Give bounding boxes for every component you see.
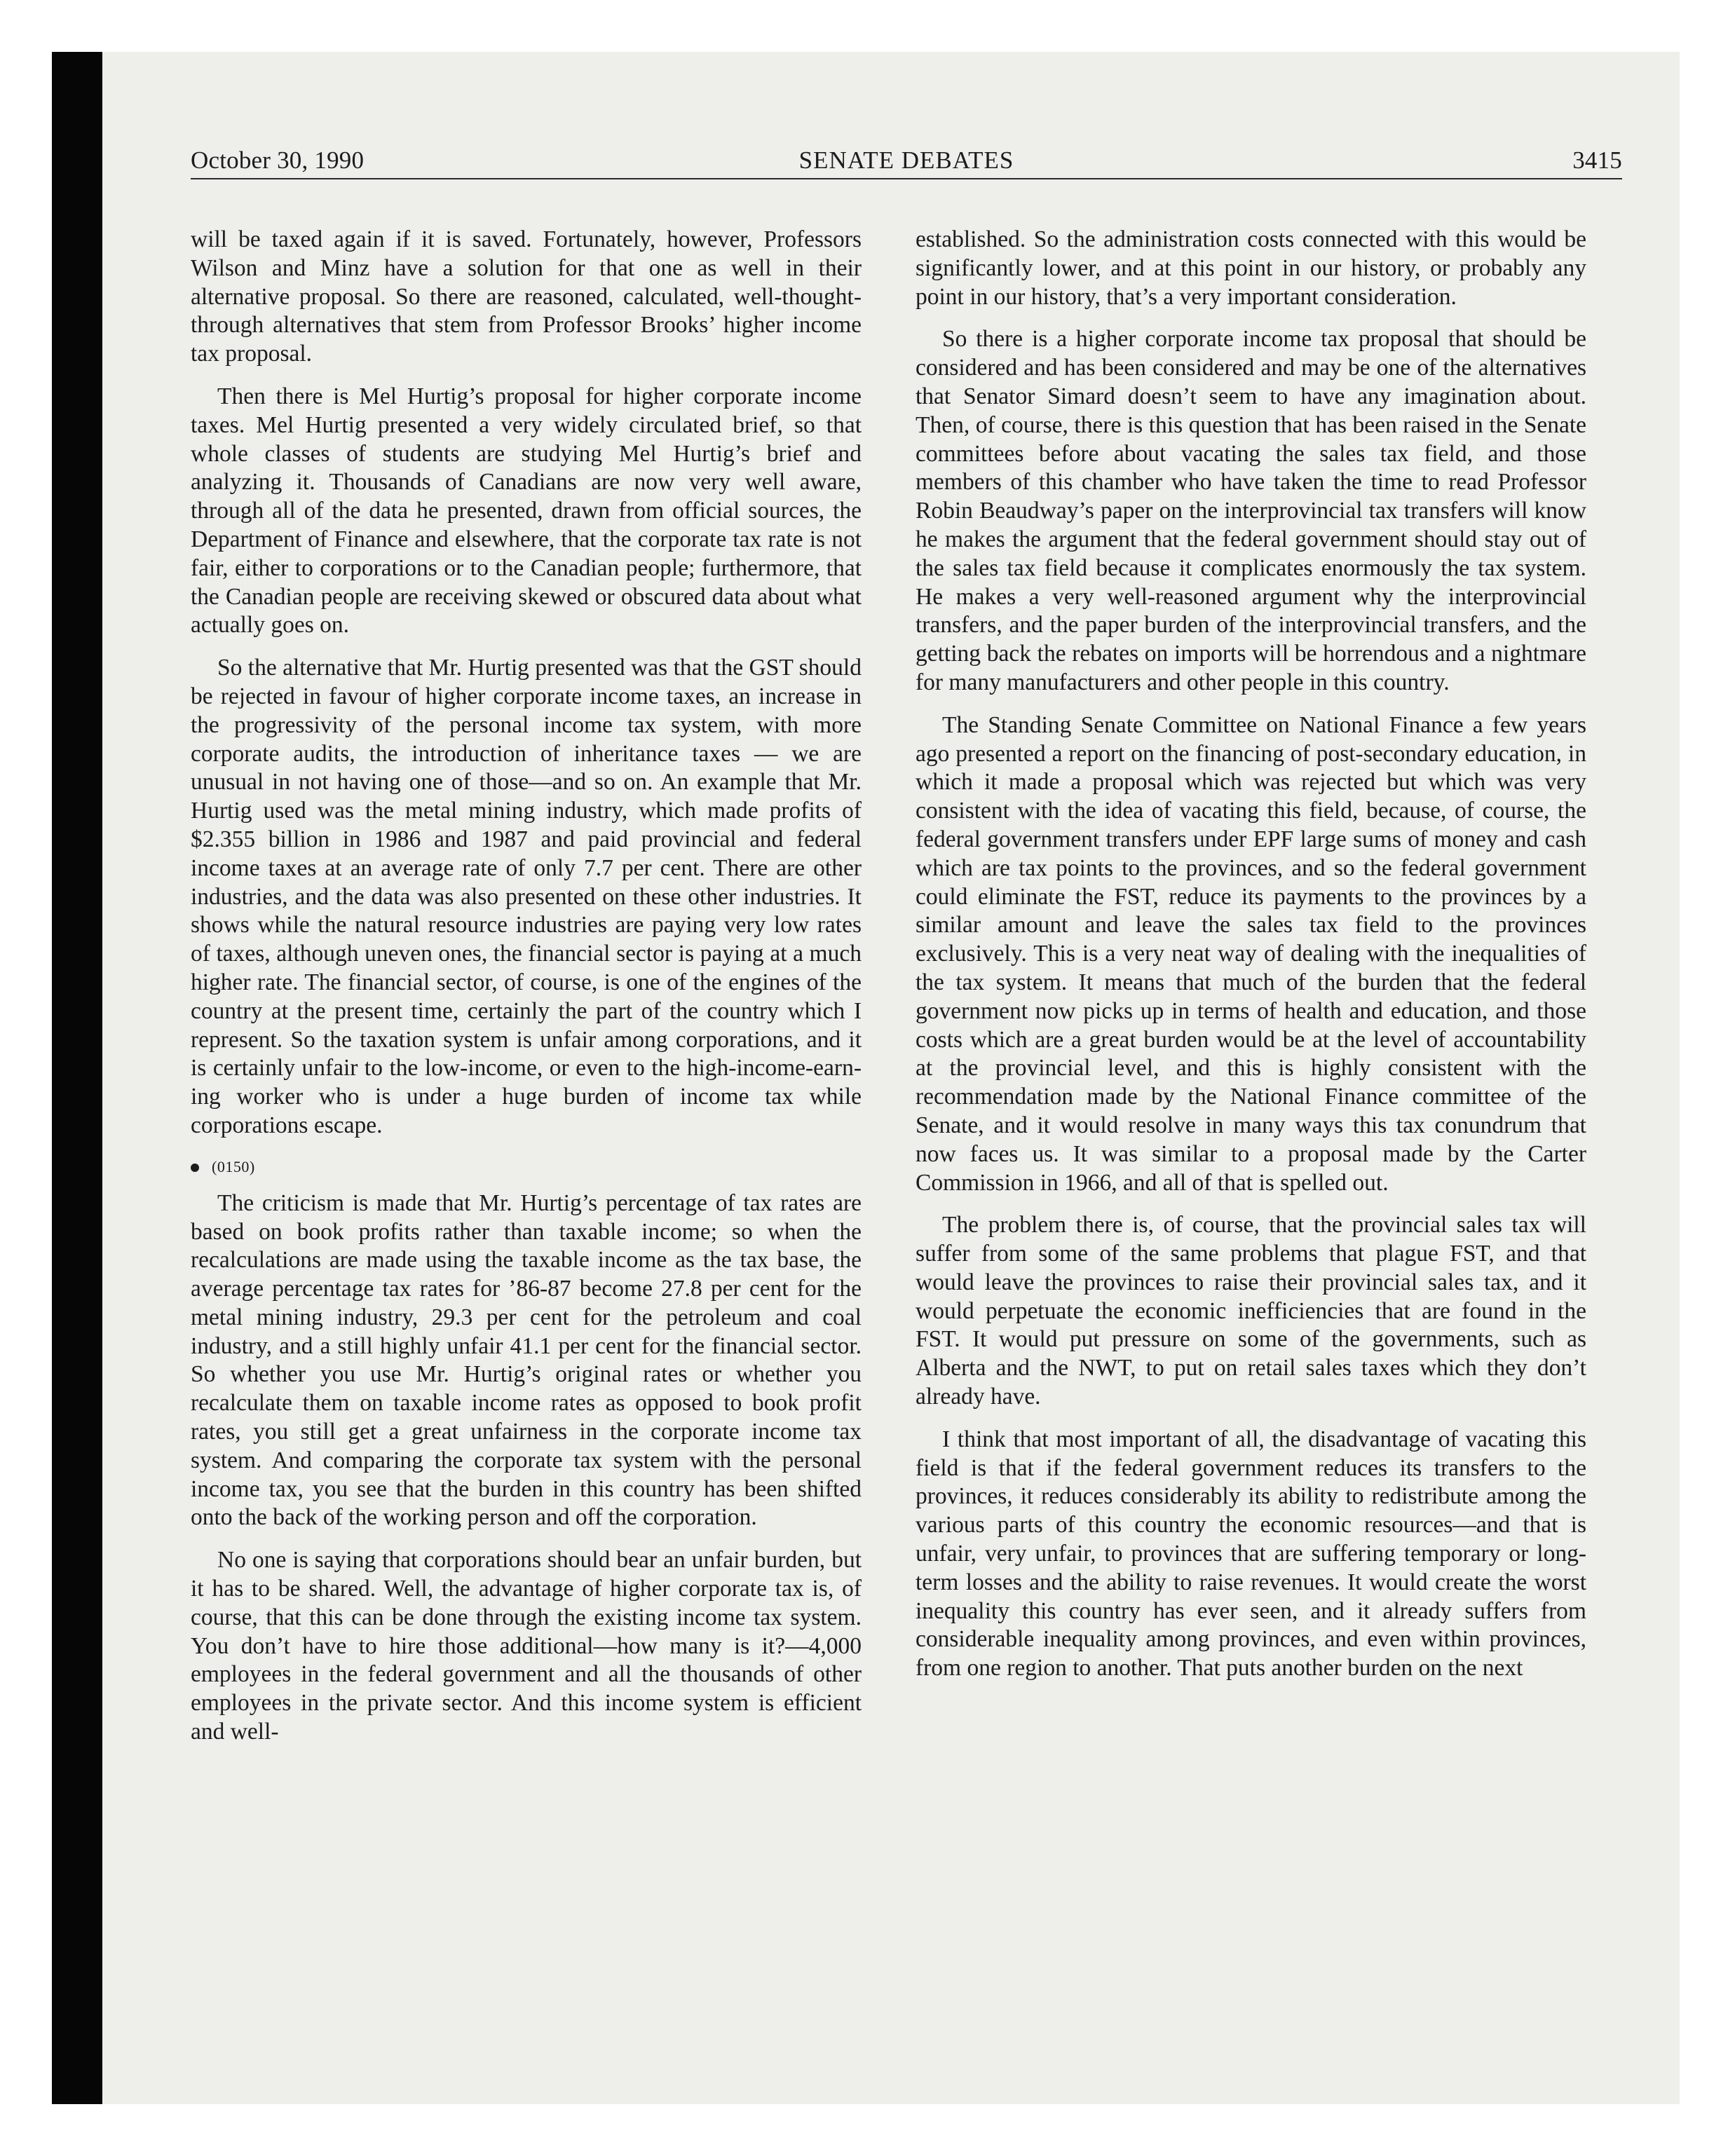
paragraph: will be taxed again if it is saved. Fortunately, however, Professors Wilson and Minz have a solution for that one as well in their alternative proposal. So there are reasoned, calculated, well-thought-through alternatives that stem from Professor Brooks’ higher income tax proposal. <box>191 226 862 367</box>
scan-binding-edge <box>52 52 102 2104</box>
paragraph: I think that most important of all, the disadvantage of vacating this field is that if the federal government reduces its transfers to the provinces, it reduces considerably its ability to redistribute among the various parts of this country the economic resources—and that is unfair, very unfair, to provinces that are suffering temporary or long-term losses and the ability to raise revenues. It would create the worst inequality this country has ever seen, and it already suffers from considerable inequality among provinces, and even within provinces, from one region to another. That puts another burden on the next <box>916 1426 1586 1681</box>
bullet-icon <box>191 1164 199 1172</box>
paragraph: established. So the administration costs connected with this would be significantly lower, and at this point in our history, or probably any point in our history, that’s a very important consideration. <box>916 226 1586 310</box>
time-marker <box>191 1154 862 1181</box>
paragraph: So there is a higher corporate income tax proposal that should be considered and has been considered and may be one of the alternatives that Senator Simard doesn’t seem to have any imagination about. Then, of course, there is this question that has been raised in the Senate committees before about vacating the sales tax field, and those members of this chamber who have taken the time to read Professor Robin Beaudway’s paper on the interprovincial tax transfers will know he makes the argument that the federal government should stay out of the sales tax field because it complicates enormously the tax system. He makes a very well-reasoned argument why the interprovincial transfers, and the paper burden of the interprovincial transfers, and the getting back the rebates on imports will be horrendous and a nightmare for many manufacturers and other people in this country. <box>916 326 1586 695</box>
paragraph: The Standing Senate Committee on National Finance a few years ago presented a report on the financing of post-secondary education, in which it made a proposal which was rejected but which was very consistent with the idea of vacating this field, because, of course, the federal government transfers under EPF large sums of money and cash which are tax points to the provinces, and so the federal government could eliminate the FST, reduce its payments to the provinces by a similar amount and leave the sales tax field to the provinces exclusively. This is a very neat way of dealing with the inequalities of the tax system. It means that much of the burden that the federal government now picks up in terms of health and education, and those costs which are a great burden would be at the level of accountability at the provincial level, and this is highly consistent with the recommendation made by the National Finance committee of the Senate, and it would resolve in many ways this tax conundrum that now faces us. It was similar to a proposal made by the Carter Commission in 1966, and all of that is spelled out. <box>916 711 1586 1196</box>
paragraph: The problem there is, of course, that the provincial sales tax will suffer from some of the same problems that plague FST, and that would leave the provinces to raise their provincial sales tax, and it would perpetuate the economic inefficiencies that are found in the FST. It would put pressure on some of the governments, such as Alberta and the NWT, to put on retail sales taxes which they don’t already have. <box>916 1212 1586 1410</box>
time-marker-text: (0150) <box>212 1158 255 1176</box>
right-column <box>916 226 1586 1697</box>
paragraph: So the alternative that Mr. Hurtig presented was that the GST should be rejected in favour of higher corporate income taxes, an increase in the progressivity of the personal income tax system, with more corporate audits, the introduction of inheritance taxes — we are unusual in not having one of those—and so on. An example that Mr. Hurtig used was the metal mining industry, which made profits of $2.355 billion in 1986 and 1987 and paid provincial and federal income taxes at an average rate of only 7.7 per cent. There are other industries, and the data was also presented on these other industries. It shows while the natural resource industries are paying very low rates of taxes, although uneven ones, the financial sector is paying at a much higher rate. The financial sector, of course, is one of the engines of the country at the present time, certainly the part of the country which I represent. So the taxation system is unfair among corporations, and it is certainly unfair to the low-income, or even to the high-income-earning worker who is under a huge burden of income tax while corporations escape. <box>191 655 862 1138</box>
paragraph: No one is saying that corporations should bear an unfair burden, but it has to be shared. Well, the advantage of higher corporate tax is, of course, that this can be done through the existing income tax system. You don’t have to hire those additional—how many is it?—4,000 employees in the federal government and all the thousands of other employees in the private sector. And this income system is efficient and well- <box>191 1547 862 1745</box>
paragraph: The criticism is made that Mr. Hurtig’s percentage of tax rates are based on book profits rather than taxable income; so when the recalculations are made using the taxable income as the tax base, the average percentage tax rates for ’86-87 become 27.8 per cent for the metal mining industry, 29.3 per cent for the petroleum and coal industry, and a still highly unfair 41.1 per cent for the financial sector. So whether you use Mr. Hurtig’s original rates or whether you recalculate them on taxable income rates as opposed to book profit rates, you still get a great unfairness in the corporate income tax system. And comparing the corporate tax system with the personal income tax, you see that the burden in this country has been shifted onto the back of the working person and off the corporation. <box>191 1189 862 1531</box>
header-rule <box>191 178 1622 179</box>
left-column <box>191 226 862 1761</box>
header-title: SENATE DEBATES <box>798 146 1014 174</box>
header-page-number: 3415 <box>1572 146 1622 174</box>
document-page <box>191 137 1622 2030</box>
header-date: October 30, 1990 <box>191 146 365 174</box>
running-header <box>191 143 1622 178</box>
paragraph: Then there is Mel Hurtig’s proposal for higher corporate income taxes. Mel Hurtig presented a very widely circulated brief, so that whole classes of students are studying Mel Hurtig’s brief and analyzing it. Thousands of Canadians are now very well aware, through all of the data he presented, drawn from official sources, the Department of Finance and elsewhere, that the corporate tax rate is not fair, either to corporations or to the Canadian people; furthermore, that the Canadian people are receiving skewed or obscured data about what actually goes on. <box>191 383 862 639</box>
